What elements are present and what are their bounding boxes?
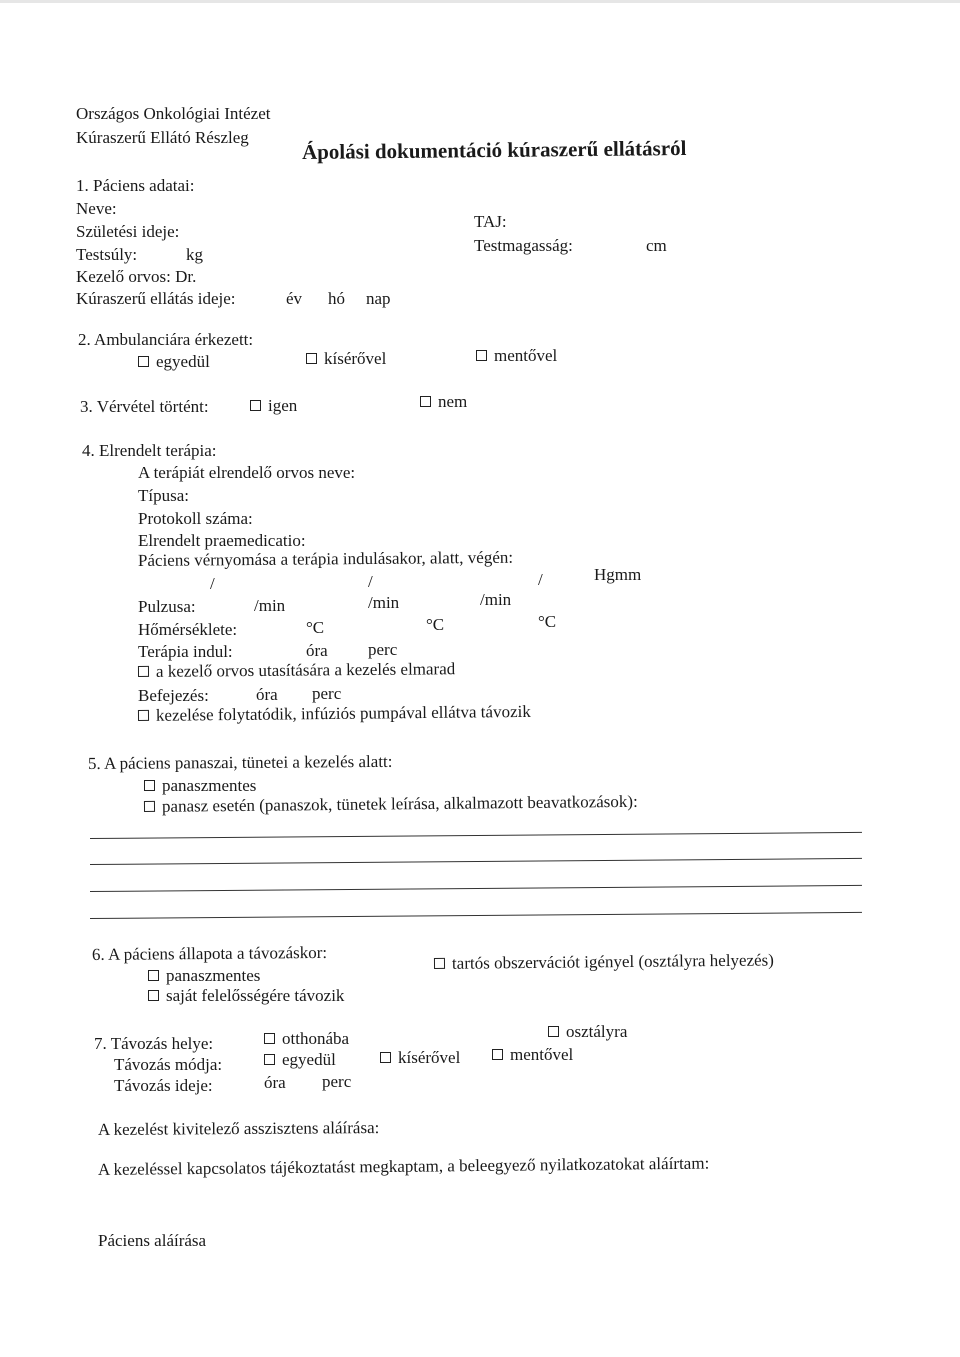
assistant-signature-label: A kezelést kivitelező asszisztens aláírása: — [97, 1118, 380, 1139]
complaints-none-checkbox[interactable]: panaszmentes — [144, 776, 256, 796]
end-label: Befejezés: — [138, 686, 209, 705]
doctor-label: Kezelő orvos: Dr. — [76, 267, 197, 286]
blood-test-yes-checkbox[interactable]: igen — [250, 396, 297, 416]
month-unit: hó — [328, 289, 345, 308]
therapy-start-label: Terápia indul: — [138, 642, 233, 661]
bp-separator-1: / — [210, 574, 215, 593]
weight-label: Testsúly: — [76, 245, 138, 264]
document-title: Ápolási dokumentáció kúraszerű ellátásról — [301, 135, 687, 164]
arrived-escort-checkbox[interactable]: kísérővel — [306, 349, 386, 369]
complaint-line-2[interactable] — [90, 858, 862, 865]
section1-heading: 1. Páciens adatai: — [76, 176, 195, 195]
discharge-hour-unit: óra — [264, 1073, 286, 1092]
bp-unit: Hgmm — [594, 565, 642, 584]
protocol-number-label: Protokoll száma: — [138, 509, 253, 528]
day-unit: nap — [366, 289, 391, 308]
observation-needed-checkbox[interactable]: tartós obszervációt igényel (osztályra helyezés) — [434, 950, 774, 974]
arrived-alone-checkbox[interactable]: egyedül — [138, 352, 210, 372]
height-label: Testmagasság: — [474, 236, 573, 255]
blood-pressure-label: Páciens vérnyomása a terápia indulásakor, alatt, végén: — [137, 547, 514, 570]
complaint-line-4[interactable] — [90, 912, 862, 919]
institute-name: Országos Onkológiai Intézet — [76, 104, 271, 123]
section4-heading: 4. Elrendelt terápia: — [82, 441, 217, 460]
temperature-unit-2: °C — [426, 615, 445, 634]
bp-separator-3: / — [538, 570, 543, 589]
patient-signature-label: Páciens aláírása — [98, 1231, 207, 1250]
section5-heading: 5. A páciens panaszai, tünetei a kezelés alatt: — [87, 751, 393, 773]
discharge-ward-checkbox[interactable]: osztályra — [548, 1022, 627, 1042]
scan-edge — [0, 0, 960, 3]
bp-separator-2: / — [368, 572, 373, 591]
height-unit: cm — [646, 236, 667, 255]
treatment-continues-checkbox[interactable]: kezelése folytatódik, infúziós pumpával ellátva távozik — [138, 702, 531, 726]
discharge-minute-unit: perc — [322, 1072, 352, 1091]
discharge-ambulance-checkbox[interactable]: mentővel — [492, 1045, 573, 1065]
section2-heading: 2. Ambulanciára érkezett: — [78, 330, 254, 349]
taj-label: TAJ: — [474, 212, 507, 231]
discharge-escort-checkbox[interactable]: kísérővel — [380, 1048, 460, 1068]
discharge-alone-checkbox[interactable]: egyedül — [264, 1050, 336, 1070]
birth-date-label: Születési ideje: — [76, 222, 180, 241]
year-unit: év — [286, 289, 303, 308]
weight-unit: kg — [186, 245, 203, 264]
temperature-unit-3: °C — [538, 612, 557, 631]
complaints-present-checkbox[interactable]: panasz esetén (panaszok, tünetek leírása, alkalmazott beavatkozások): — [144, 792, 638, 817]
temperature-label: Hőmérséklete: — [138, 620, 238, 639]
complaint-line-3[interactable] — [90, 885, 862, 892]
pulse-unit-2: /min — [368, 593, 400, 612]
discharge-place-label: 7. Távozás helye: — [94, 1034, 214, 1053]
complaint-line-1[interactable] — [90, 832, 862, 839]
pulse-unit-1: /min — [254, 596, 286, 615]
end-hour-unit: óra — [256, 685, 278, 704]
section6-heading: 6. A páciens állapota a távozáskor: — [91, 942, 328, 964]
consent-statement: A kezeléssel kapcsolatos tájékoztatást megkaptam, a beleegyező nyilatkozatokat aláírtam: — [97, 1153, 710, 1179]
discharge-home-checkbox[interactable]: otthonába — [264, 1029, 349, 1049]
premedication-label: Elrendelt praemedicatio: — [138, 531, 306, 550]
start-minute-unit: perc — [368, 640, 398, 659]
therapy-type-label: Típusa: — [138, 486, 189, 505]
section3-heading: 3. Vérvétel történt: — [80, 397, 209, 416]
ordering-doctor-label: A terápiát elrendelő orvos neve: — [138, 463, 356, 482]
department-name: Kúraszerű Ellátó Részleg — [76, 128, 249, 147]
pulse-label: Pulzusa: — [138, 597, 196, 616]
discharge-mode-label: Távozás módja: — [114, 1055, 223, 1074]
end-minute-unit: perc — [312, 684, 342, 703]
care-time-label: Kúraszerű ellátás ideje: — [76, 289, 236, 308]
discharge-time-label: Távozás ideje: — [114, 1076, 213, 1095]
treatment-cancelled-checkbox[interactable]: a kezelő orvos utasítására a kezelés elmarad — [138, 659, 455, 682]
pulse-unit-3: /min — [480, 590, 512, 609]
patient-name-label: Neve: — [76, 199, 117, 218]
temperature-unit-1: °C — [306, 618, 325, 637]
start-hour-unit: óra — [306, 641, 328, 660]
arrived-ambulance-checkbox[interactable]: mentővel — [476, 346, 557, 366]
blood-test-no-checkbox[interactable]: nem — [420, 392, 467, 412]
own-risk-checkbox[interactable]: saját felelősségére távozik — [148, 986, 344, 1006]
discharge-no-complaints-checkbox[interactable]: panaszmentes — [148, 966, 260, 986]
